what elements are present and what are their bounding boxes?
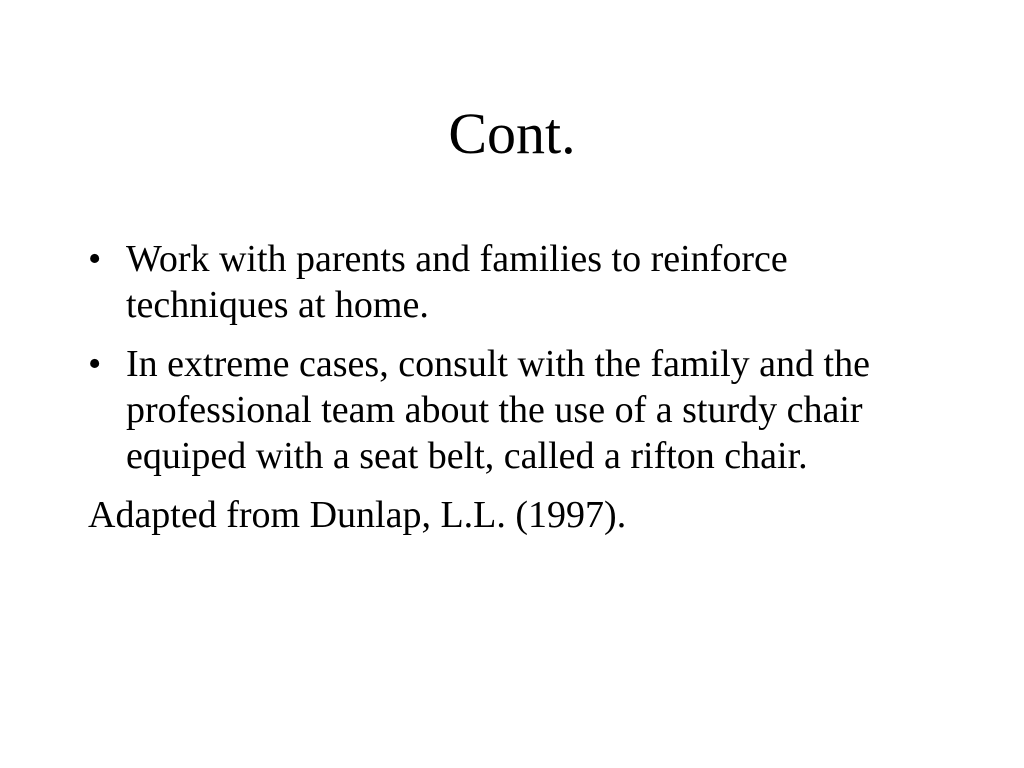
bullet-list bbox=[88, 236, 948, 479]
bullet-item bbox=[88, 341, 948, 479]
bullet-text: In extreme cases, consult with the family and the professional team about the use of a sturdy chair equiped with a seat belt, called a rifton chair. bbox=[126, 343, 870, 477]
bullet-text: Work with parents and families to reinforce techniques at home. bbox=[126, 238, 788, 326]
slide-body bbox=[88, 236, 948, 538]
citation-text: Adapted from Dunlap, L.L. (1997). bbox=[88, 494, 627, 536]
slide-title: Cont. bbox=[448, 101, 576, 166]
bullet-icon: • bbox=[88, 238, 102, 280]
bullet-item bbox=[88, 236, 948, 328]
bullet-icon: • bbox=[88, 343, 102, 385]
